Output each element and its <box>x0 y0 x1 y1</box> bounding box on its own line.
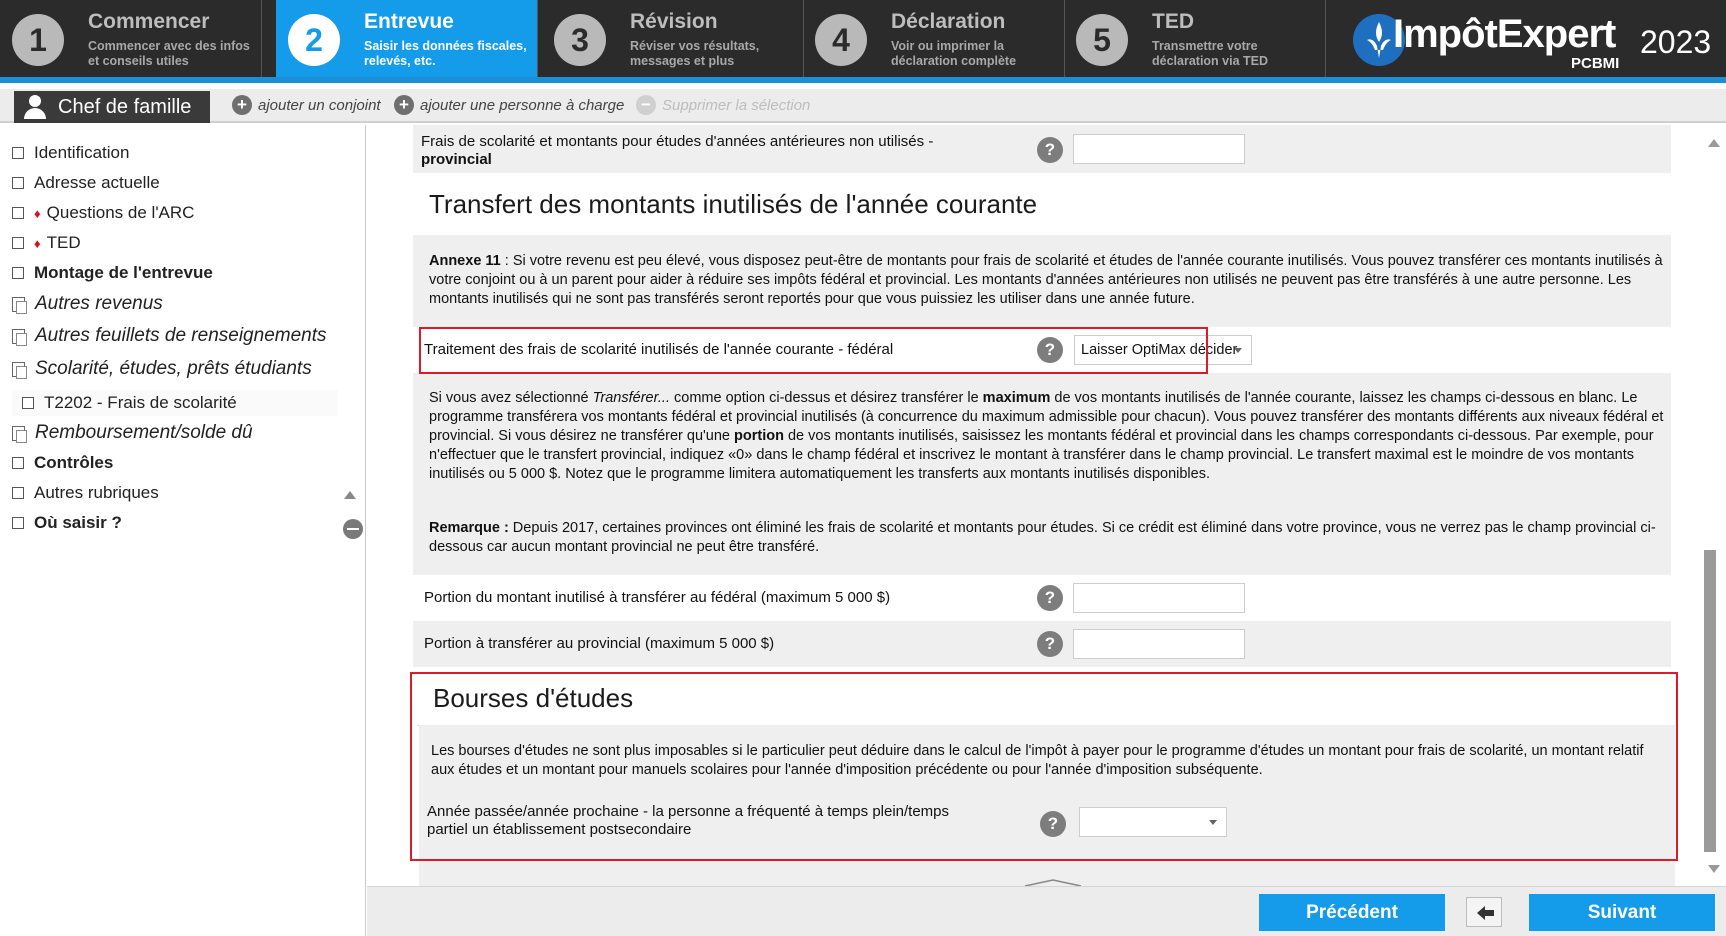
transfer-text-3: de vos montants inutilisés de l'année courante, laissez les champs ci-dessous en blanc. Le programme transférera vos montants fédéral et provincial inutilisés (à concurrence du maximum admissible pour chacun). Vous pouvez transférer des montants différents aux niveaux fédéral et provincial. Si vous désirez ne transférer qu'une <box>429 390 1664 444</box>
nav-item-questions-arc[interactable] <box>12 203 194 223</box>
nav-item-autres-feuillets[interactable] <box>12 325 327 347</box>
nav-item-montage[interactable] <box>12 263 213 283</box>
prior-unused-row <box>413 125 1671 173</box>
main-content <box>367 125 1726 886</box>
pages-icon <box>12 329 25 344</box>
nav-item-label: Autres revenus <box>35 293 163 314</box>
prior-unused-provincial-input[interactable] <box>1073 134 1245 164</box>
step-commencer[interactable] <box>0 0 262 77</box>
nav-checkbox[interactable] <box>12 177 24 189</box>
nav-item-scolarite[interactable] <box>12 358 312 380</box>
transfer-text-bold-2: portion <box>734 428 784 444</box>
step-number: 3 <box>554 14 606 66</box>
step-description: Saisir les données fiscales, relevés, etc. <box>364 39 527 68</box>
annee-label: Année passée/année prochaine - la personne a fréquenté à temps plein/temps partiel un établissement postsecondaire <box>427 803 950 838</box>
step-revision[interactable] <box>542 0 804 77</box>
nav-checkbox[interactable] <box>12 457 24 469</box>
person-tab-chef-de-famille[interactable] <box>14 91 210 123</box>
step-title: TED <box>1152 10 1194 33</box>
portion-federal-input[interactable] <box>1073 583 1245 613</box>
nav-checkbox[interactable] <box>22 397 34 409</box>
previous-button[interactable]: Précédent <box>1259 894 1445 931</box>
portion-federal-row <box>413 575 1671 621</box>
prior-unused-label <box>421 133 981 169</box>
step-title: Commencer <box>88 10 210 33</box>
nav-checkbox[interactable] <box>12 207 24 219</box>
nav-item-ted[interactable] <box>12 233 81 253</box>
plus-circle-icon: + <box>394 95 414 115</box>
add-spouse-link[interactable] <box>232 95 381 115</box>
annexe-text: : Si votre revenu est peu élevé, vous disposez peut-être de montants pour frais de scolarité et études de l'année courante inutilisés. Vous pouvez transférer ces montants inutilisés à votre conjoint ou à un parent pour aider à réduire ses impôts fédéral et provincial. Les montants d'années antérieures non utilisés ne peuvent pas être transférés à une autre personne. Les montants inutilisés qui ne sont pas transférés seront reportés pour que vous puissiez les utiliser dans une année future. <box>429 253 1663 307</box>
nav-item-label: Questions de l'ARC <box>46 203 195 222</box>
prior-unused-label-line1: Frais de scolarité et montants pour études d'années antérieures non utilisés - <box>421 133 934 150</box>
help-icon[interactable]: ? <box>1037 337 1063 363</box>
step-number: 1 <box>12 14 64 66</box>
person-tab-label: Chef de famille <box>58 95 192 118</box>
nav-item-ou-saisir[interactable] <box>12 513 122 533</box>
delete-selection-link <box>636 95 810 115</box>
portion-provincial-input[interactable] <box>1073 629 1245 659</box>
scroll-down-icon[interactable] <box>1708 865 1720 873</box>
add-dependant-label: ajouter une personne à charge <box>420 96 625 114</box>
nav-checkbox[interactable] <box>12 517 24 529</box>
next-button[interactable]: Suivant <box>1529 894 1715 931</box>
nav-item-label: Où saisir ? <box>34 513 122 532</box>
brand-sub: PCBMI <box>1571 55 1620 72</box>
footer-bar <box>367 886 1726 936</box>
step-description: Réviser vos résultats, messages et plus <box>630 39 760 68</box>
collapse-up-icon[interactable] <box>344 491 356 499</box>
section-title-transfer: Transfert des montants inutilisés de l'année courante <box>429 189 1038 219</box>
step-description: Commencer avec des infos et conseils utiles <box>88 39 250 68</box>
nav-checkbox[interactable] <box>12 267 24 279</box>
scrollbar-thumb[interactable] <box>1704 550 1716 852</box>
nav-item-t2202[interactable] <box>12 390 338 416</box>
help-icon[interactable]: ? <box>1040 811 1066 837</box>
step-title: Entrevue <box>364 10 454 33</box>
nav-item-label: TED <box>46 233 81 252</box>
maple-leaf-icon: ♦ <box>34 205 41 221</box>
portion-provincial-label: Portion à transférer au provincial (maximum 5 000 $) <box>424 635 775 652</box>
step-number: 5 <box>1076 14 1128 66</box>
nav-item-label: Remboursement/solde dû <box>35 422 253 443</box>
add-spouse-label: ajouter un conjoint <box>258 96 381 114</box>
brand-name: ImpôtExpert <box>1393 12 1616 56</box>
nav-checkbox[interactable] <box>12 237 24 249</box>
nav-item-autres-revenus[interactable] <box>12 293 163 315</box>
nav-item-controles[interactable] <box>12 453 113 473</box>
nav-checkbox[interactable] <box>12 147 24 159</box>
brand-logo <box>1325 0 1726 77</box>
transfer-text-1: Si vous avez sélectionné <box>429 390 593 406</box>
back-arrow-icon <box>1467 898 1503 928</box>
step-title: Révision <box>630 10 718 33</box>
nav-item-adresse[interactable] <box>12 173 160 193</box>
step-number: 4 <box>815 14 867 66</box>
back-arrow-button[interactable] <box>1466 897 1502 927</box>
pages-icon <box>12 297 25 312</box>
nav-item-label: Adresse actuelle <box>34 173 160 192</box>
step-description: Transmettre votre déclaration via TED <box>1152 39 1269 68</box>
left-navigation <box>0 125 366 936</box>
chevron-up-icon[interactable] <box>1023 873 1083 883</box>
scroll-up-icon[interactable] <box>1708 139 1720 147</box>
nav-checkbox[interactable] <box>12 487 24 499</box>
traitement-highlight <box>419 327 1208 374</box>
nav-item-label: Scolarité, études, prêts étudiants <box>35 358 312 379</box>
maple-leaf-icon: ♦ <box>34 235 41 251</box>
minus-circle-icon: − <box>636 95 656 115</box>
pages-icon <box>12 362 25 377</box>
step-description: Voir ou imprimer la déclaration complète <box>891 39 1017 68</box>
nav-item-label: Autres rubriques <box>34 483 159 502</box>
plus-circle-icon: + <box>232 95 252 115</box>
person-icon <box>22 94 48 120</box>
annexe-paragraph <box>429 252 1663 309</box>
remarque-label: Remarque : <box>429 520 509 536</box>
portion-provincial-row <box>413 621 1671 667</box>
nav-item-label: Montage de l'entrevue <box>34 263 213 282</box>
nav-item-label: Contrôles <box>34 453 114 472</box>
portion-federal-label: Portion du montant inutilisé à transférer au fédéral (maximum 5 000 $) <box>424 589 891 606</box>
traitement-label: Traitement des frais de scolarité inutilisés de l'année courante - fédéral <box>424 341 894 358</box>
transfer-explanation <box>429 389 1671 484</box>
remove-item-icon[interactable] <box>343 519 363 539</box>
step-title: Déclaration <box>891 10 1006 33</box>
nav-item-autres-rubriques[interactable] <box>12 483 159 503</box>
remarque-paragraph <box>429 519 1671 557</box>
person-bar <box>0 89 1726 123</box>
section-title-bourses: Bourses d'études <box>433 683 634 713</box>
nav-item-label: Autres feuillets de renseignements <box>35 325 327 346</box>
traitement-select-value: Laisser OptiMax décider <box>1081 342 1238 358</box>
nav-item-identification[interactable] <box>12 143 129 163</box>
chevron-down-icon <box>1234 348 1242 353</box>
delete-selection-label: Supprimer la sélection <box>662 96 811 114</box>
step-entrevue[interactable] <box>276 0 538 77</box>
remarque-text: Depuis 2017, certaines provinces ont éliminé les frais de scolarité et montants pour études. Si ce crédit est éliminé dans votre province, vous ne verrez pas le champ provincial ci-dessous car aucun montant provincial ne peut être transféré. <box>429 520 1656 555</box>
step-bar <box>0 0 1726 83</box>
add-dependant-link[interactable] <box>394 95 624 115</box>
transfer-text-bold-1: maximum <box>982 390 1051 406</box>
help-icon[interactable]: ? <box>1037 585 1063 611</box>
step-declaration[interactable] <box>803 0 1065 77</box>
transfer-text-italic: Transférer... <box>592 390 670 406</box>
step-number: 2 <box>288 14 340 66</box>
bourses-highlight <box>410 672 1678 861</box>
bourses-paragraph: Les bourses d'études ne sont plus imposables si le particulier peut déduire dans le calcul de l'impôt à payer pour le programme d'études un montant pour frais de scolarité, un montant relatif aux études et un montant pour manuels scolaires pour l'année d'imposition précédente ou pour l'année d'imposition subséquente. <box>431 743 1644 778</box>
transfer-text-4: de vos montants inutilisés, saisissez les montants fédéral et provincial dans les champs correspondants ci-dessous. Par exemple, pour n'effectuer que le transfert provincial, indiquez «0» dans le champ fédéral et inscrivez le montant à transférer dans le champ provincial. Le transfert maximal est le moindre de vos montants inutilisés ou 5 000 $. Notez que le programme limitera automatiquement les transferts aux montants inutilisés disponibles. <box>429 428 1654 482</box>
help-icon[interactable]: ? <box>1037 631 1063 657</box>
help-icon[interactable]: ? <box>1037 137 1063 163</box>
brand-year: 2023 <box>1640 24 1712 60</box>
nav-item-label: Identification <box>34 143 130 162</box>
nav-item-remboursement[interactable] <box>12 422 253 444</box>
step-ted[interactable] <box>1064 0 1326 77</box>
pages-icon <box>12 426 25 441</box>
annexe-label: Annexe 11 <box>429 253 501 269</box>
transfer-text-2: comme option ci-dessus et désirez transférer le <box>669 390 983 406</box>
nav-item-label: T2202 - Frais de scolarité <box>44 393 237 412</box>
prior-unused-label-line2: provincial <box>421 151 492 168</box>
